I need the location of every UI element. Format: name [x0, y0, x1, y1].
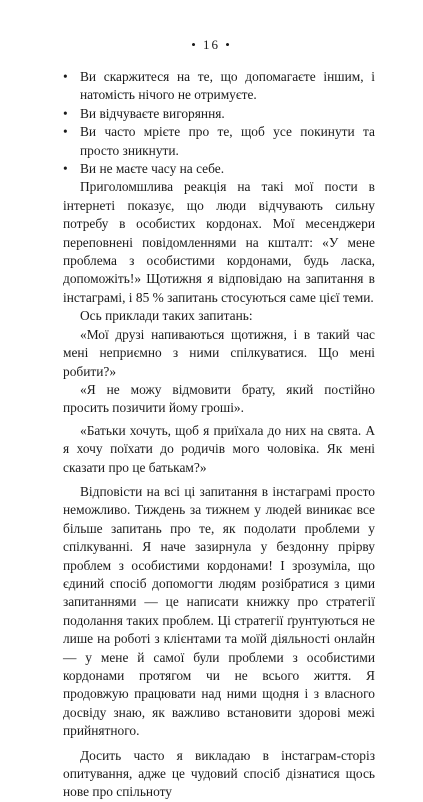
- bullet-text: Ви часто мрієте про те, щоб усе покинути та просто зникнути.: [80, 124, 375, 158]
- bullet-marker: •: [63, 105, 68, 121]
- quote-paragraph: «Я не можу відмовити брату, який постійно просить позичити йому гроші».: [63, 381, 375, 416]
- bullet-marker: •: [63, 69, 68, 84]
- bullet-text: Ви не маєте часу на себе.: [80, 161, 225, 177]
- bullet-marker: •: [63, 161, 68, 177]
- paragraph: Відповісти на всі ці запитання в інстаграмі просто неможливо. Тиждень за тижнем у людей виникає все більше запитань про те, як подолати проблеми у спілкуванні. Я наче зазирнула у бездонну прірву проблем з особистими кордонами! І зрозуміла, що єдиний спосіб допомогти людям розібратися з цими запитаннями — це написати книжку про стратегії подолання таких проблем. Ці стратегії ґрунтуються не лише на роботі з клієнтами та моїй діяльності онлайн — у мене й самої були проблеми з особистими кордонами протягом чи не всього життя. Я продовжую працювати над ними щодня і з власного досвіду знаю, як важливо встановити здорові межі прийнятного.: [63, 483, 375, 739]
- bullet-list: [63, 68, 375, 178]
- quote-paragraph: «Батьки хочуть, щоб я приїхала до них на свята. А я хочу поїхати до родичів мого чоловіка. Як мені сказати про це батькам?»: [63, 422, 375, 475]
- bullet-item: [63, 160, 375, 178]
- bullet-marker: •: [63, 124, 68, 140]
- page-number: • 16 •: [191, 37, 232, 52]
- quote-paragraph: «Мої друзі напиваються щотижня, і в такий час мені неприємно з ними спілкуватися. Що мені робити?»: [63, 326, 375, 379]
- bullet-item: [63, 68, 375, 105]
- bullet-item: [63, 123, 375, 160]
- paragraph: Досить часто я викладаю в інстаграм-сторіз опитування, адже це чудовий спосіб дізнатися щось нове про спільноту: [63, 747, 375, 800]
- bullet-item: [63, 105, 375, 123]
- page-body: [63, 68, 375, 802]
- paragraph: Ось приклади таких запитань:: [80, 308, 253, 324]
- paragraph: Приголомшлива реакція на такі мої пости в інтернеті показує, що люди відчувають сильну потребу в особистих кордонах. Мої месенджери переповнені повідомленнями на кшталт: «У мене проблема з особистими кордонами, будь ласка, допоможіть!» Щотижня я відповідаю на запитання в інстаграмі, і 85 % запитань стосуються саме цієї теми.: [63, 179, 375, 305]
- bullet-text: Ви скаржитеся на те, що допомагаєте іншим, і натомість нічого не отримуєте.: [80, 69, 375, 103]
- bullet-text: Ви відчуваєте вигоряння.: [80, 105, 225, 121]
